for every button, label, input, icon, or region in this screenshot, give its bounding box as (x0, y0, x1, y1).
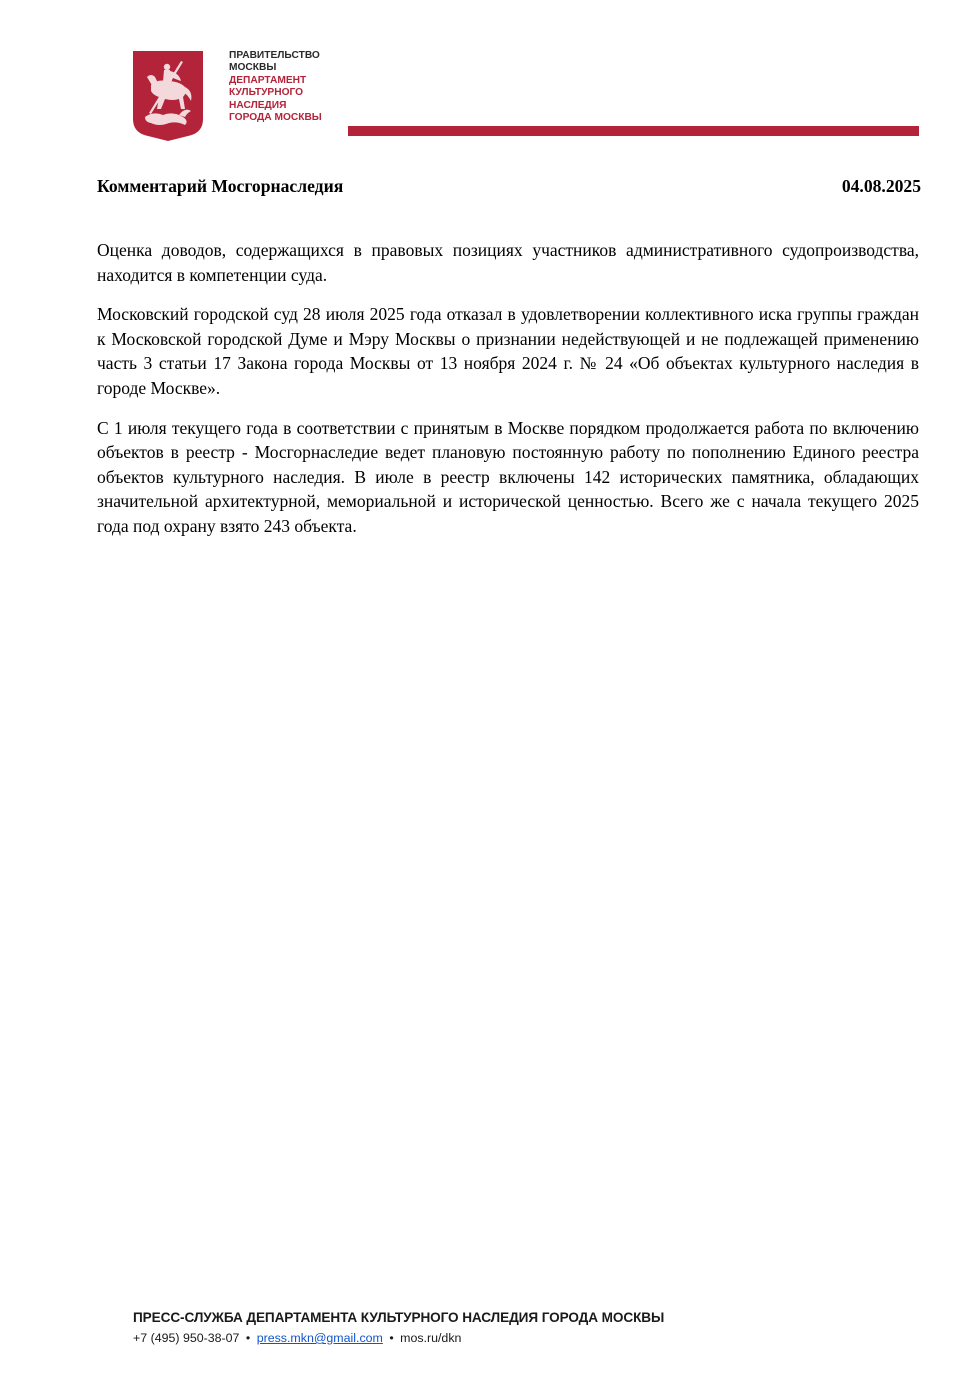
organization-name (229, 50, 322, 124)
footer (133, 1309, 664, 1347)
footer-title: ПРЕСС-СЛУЖБА ДЕПАРТАМЕНТА КУЛЬТУРНОГО НАСЛЕДИЯ ГОРОДА МОСКВЫ (133, 1310, 665, 1325)
footer-email-link[interactable]: press.mkn@gmail.com (256, 1331, 383, 1345)
org-department-line: КУЛЬТУРНОГО (229, 87, 304, 99)
org-department-line: ГОРОДА МОСКВЫ (229, 112, 322, 124)
body-paragraph: Оценка доводов, содержащихся в правовых позициях участников административного судопроизводства, находится в компетенции суда. (97, 240, 919, 285)
moscow-coat-of-arms-icon (133, 51, 203, 141)
footer-separator: • (245, 1331, 251, 1345)
document-title: Комментарий Мосгорнаследия (97, 176, 344, 196)
org-government-line: ПРАВИТЕЛЬСТВО (229, 50, 320, 61)
org-department-line: ДЕПАРТАМЕНТ (229, 74, 307, 86)
body-paragraph: Московский городской суд 28 июля 2025 года отказал в удовлетворении коллективного иска группы граждан к Московской городской Думе и Мэру Москвы о признании недействующей и не подлежащей применению часть 3 статьи 17 Закона города Москвы от 13 ноября 2024 г. № 24 «Об объектах культурного наследия в городе Москве». (97, 304, 919, 398)
footer-phone: +7 (495) 950-38-07 (133, 1331, 240, 1345)
header-divider-bar (348, 126, 919, 136)
footer-contacts (133, 1329, 664, 1347)
footer-website: mos.ru/dkn (400, 1331, 462, 1345)
org-department-line: НАСЛЕДИЯ (229, 99, 287, 111)
footer-separator: • (389, 1331, 394, 1345)
document-date: 04.08.2025 (841, 176, 921, 196)
org-government-line: МОСКВЫ (229, 62, 277, 74)
body-paragraph: С 1 июля текущего года в соответствии с принятым в Москве порядком продолжается работа по включению объектов в реестр - Мосгорнаследие ведет плановую постоянную работу по пополнению Единого реестра объектов культурного наследия. В июле в реестр включены 142 исторических памятника, обладающих значительной архитектурной, мемориальной и исторической ценностью. Всего же с начала текущего 2025 года под охрану взято 243 объекта. (97, 417, 919, 536)
document-body (97, 238, 919, 554)
